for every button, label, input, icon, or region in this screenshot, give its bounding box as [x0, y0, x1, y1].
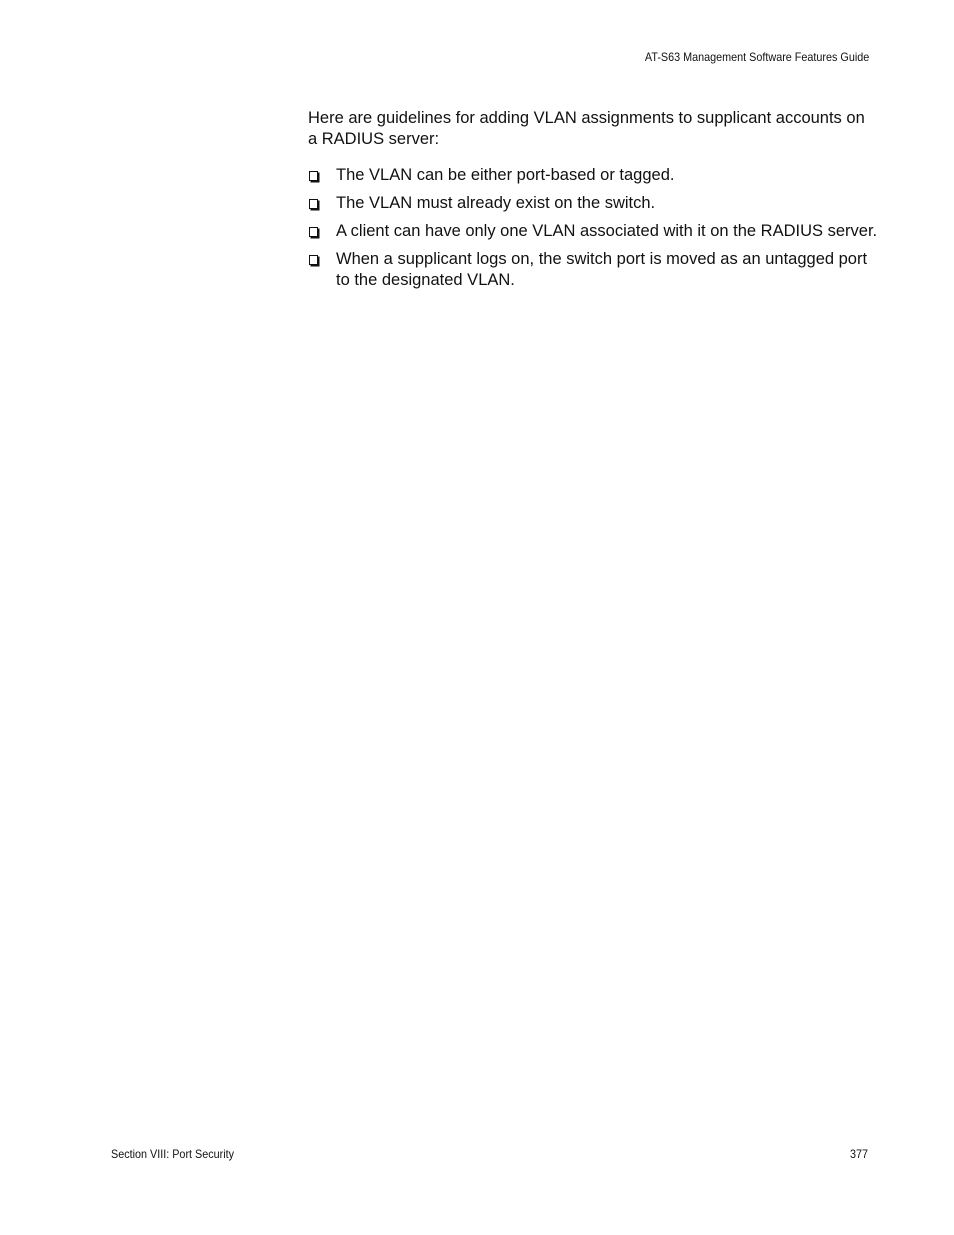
list-item-text: The VLAN can be either port-based or tagged.: [336, 166, 675, 184]
list-item: [308, 249, 878, 291]
checkbox-square-icon: [309, 199, 318, 209]
list-item: [308, 165, 878, 186]
checkbox-square-icon: [309, 255, 318, 265]
list-item-text: The VLAN must already exist on the switch.: [336, 194, 656, 212]
list-item: [308, 193, 878, 214]
list-item-text: When a supplicant logs on, the switch port is moved as an untagged port to the designated VLAN.: [336, 250, 868, 289]
footer-section-label: Section VIII: Port Security: [111, 1147, 235, 1161]
page-body: [308, 108, 878, 298]
checkbox-square-icon: [309, 227, 318, 237]
footer-page-number: 377: [849, 1147, 868, 1161]
running-header-title: AT-S63 Management Software Features Guide: [644, 50, 869, 64]
list-item-text: A client can have only one VLAN associated with it on the RADIUS server.: [336, 222, 878, 240]
intro-paragraph: Here are guidelines for adding VLAN assignments to supplicant accounts on a RADIUS server:: [308, 109, 865, 148]
list-item: [308, 221, 878, 242]
checkbox-square-icon: [309, 171, 318, 181]
guidelines-list: [308, 165, 878, 291]
